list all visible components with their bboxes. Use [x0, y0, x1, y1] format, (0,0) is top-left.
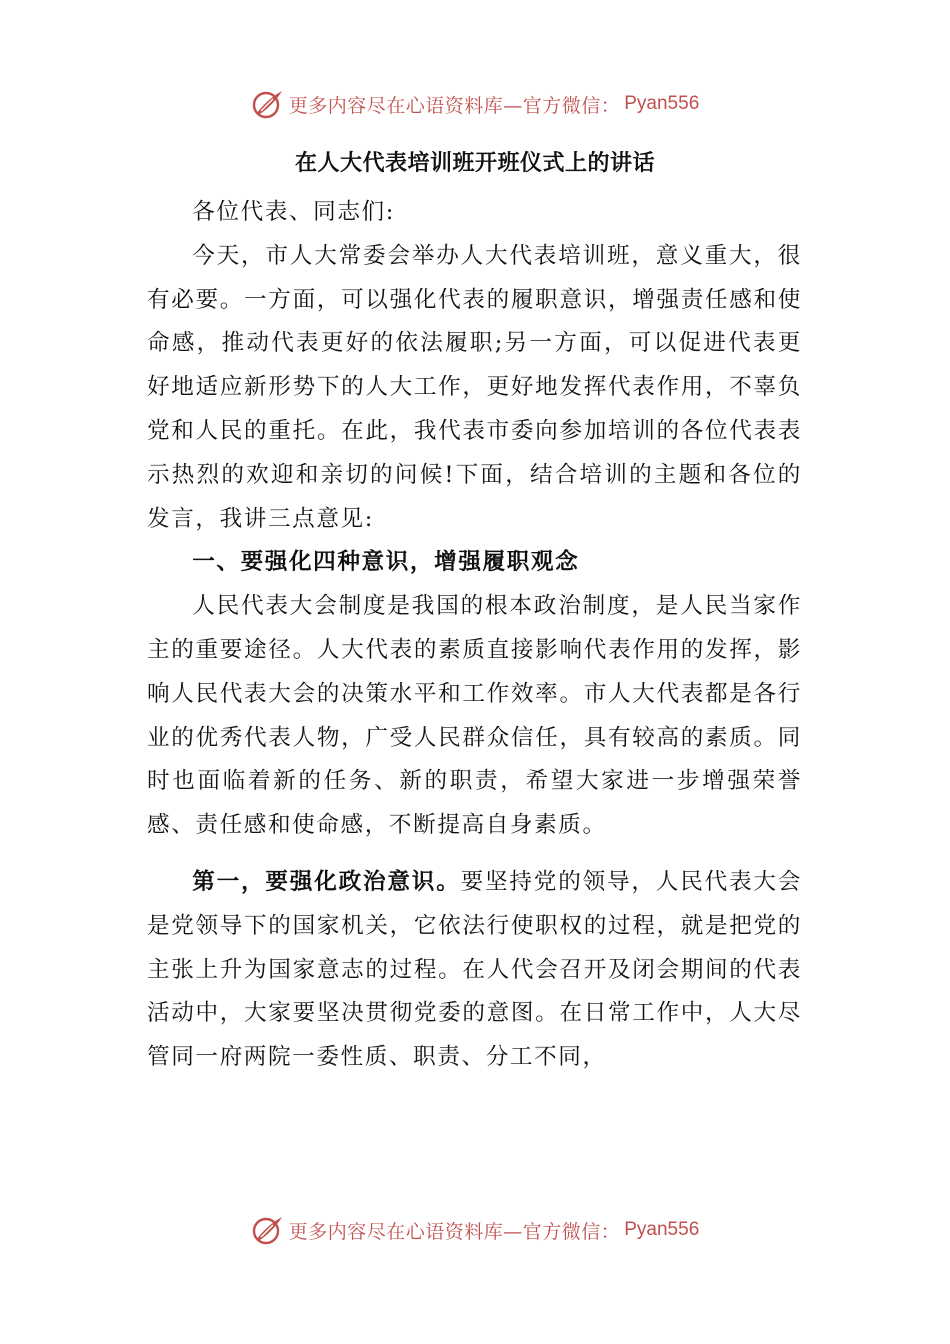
- watermark-text: 更多内容尽在心语资料库—官方微信：: [288, 94, 621, 117]
- watermark-banner-top: [0, 84, 950, 124]
- quill-logo-icon: [251, 1213, 285, 1247]
- section-heading: 一、要强化四种意识，增强履职观念: [192, 549, 580, 576]
- watermark-text: 更多内容尽在心语资料库—官方微信：: [288, 1220, 621, 1243]
- quill-logo-icon: [251, 87, 285, 121]
- point-lead: 第一，要强化政治意识。: [192, 868, 461, 895]
- watermark-banner-bottom: [0, 1210, 950, 1250]
- document-body: [147, 191, 802, 1080]
- watermark-wechat-id: Pyan556: [624, 1219, 700, 1240]
- section-paragraph: 人民代表大会制度是我国的根本政治制度，是人民当家作主的重要途径。人大代表的素质直接影响代表作用的发挥，影响人民代表大会的决策水平和工作效率。市人大代表都是各行业的优秀代表人物，广受人民群众信任，具有较高的素质。同时也面临着新的任务、新的职责，希望大家进一步增强荣誉感、责任感和使命感，不断提高自身素质。: [147, 593, 802, 839]
- point-body: 要坚持党的领导，人民代表大会是党领导下的国家机关，它依法行使职权的过程，就是把党的主张上升为国家意志的过程。在人代会召开及闭会期间的代表活动中，大家要坚决贯彻党委的意图。在日常工作中，人大尽管同一府两院一委性质、职责、分工不同，: [147, 868, 802, 1071]
- watermark-wechat-id: Pyan556: [624, 93, 700, 114]
- document-title: 在人大代表培训班开班仪式上的讲话: [294, 150, 655, 176]
- point-paragraph: [147, 861, 802, 1080]
- salutation: 各位代表、同志们:: [192, 199, 395, 225]
- intro-paragraph: 今天，市人大常委会举办人大代表培训班，意义重大，很有必要。一方面，可以强化代表的履职意识，增强责任感和使命感，推动代表更好的依法履职;另一方面，可以促进代表更好地适应新形势下的人大工作，更好地发挥代表作用，不辜负党和人民的重托。在此，我代表市委向参加培训的各位代表表示热烈的欢迎和亲切的问候!下面，结合培训的主题和各位的发言，我讲三点意见:: [147, 242, 802, 532]
